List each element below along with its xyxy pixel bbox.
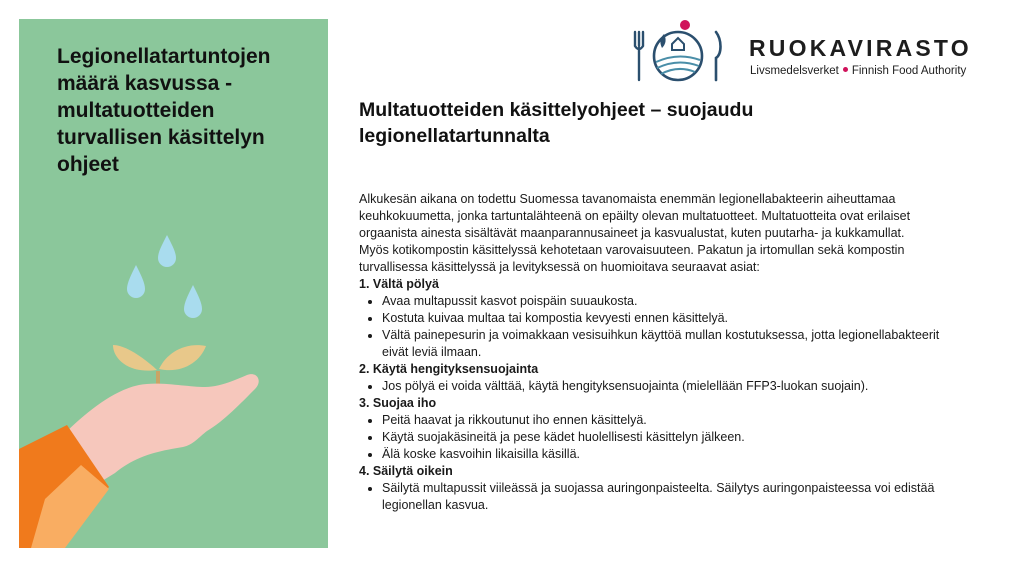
sprout-leaf-right-icon xyxy=(159,345,206,370)
hand-with-sprout-illustration xyxy=(19,19,328,548)
section-heading: 1. Vältä pölyä xyxy=(359,277,439,291)
list-item: • Avaa multapussit kasvot poispäin suuaukosta. xyxy=(382,293,959,310)
section-heading: 4. Säilytä oikein xyxy=(359,464,453,478)
section-list xyxy=(359,480,959,514)
list-item: • Vältä painepesurin ja voimakkaan vesisuihkun käyttöä mullan kostutuksessa, jotta legionellabakteerit eivät leviä ilmaan. xyxy=(382,327,959,361)
sprout-leaf-left-icon xyxy=(113,345,157,371)
section-heading: 2. Käytä hengityksensuojainta xyxy=(359,362,539,376)
list-item: • Jos pölyä ei voida välttää, käytä hengityksensuojainta (mielellään FFP3-luokan suojain). xyxy=(382,378,959,395)
intro-paragraph: Myös kotikompostin käsittelyssä kehotetaan varovaisuuteen. Pakatun ja irtomullan sekä kompostin turvallisessa käsittelyssä ja levityksessä on huomioitava seuraavat asiat: xyxy=(359,243,905,274)
list-item: • Älä koske kasvoihin likaisilla käsillä. xyxy=(382,446,959,463)
instructions-body xyxy=(359,191,959,514)
ruokavirasto-logo xyxy=(628,18,998,88)
list-item: • Säilytä multapussit viileässä ja suojassa auringonpaisteelta. Säilytys auringonpaisteessa voi edistää legionellan kasvua. xyxy=(382,480,959,514)
intro-paragraph: Alkukesän aikana on todettu Suomessa tavanomaista enemmän legionellabakteerin aiheuttamaa keuhkokuumetta, jonka tartuntalähteenä on epäilty olevan multatuotteet. Multatuotteita ovat erilaiset orgaanista ainesta sisältävät maanparannusaineet ja kasvualustat, kuten puutarha- ja kukkamullat. xyxy=(359,192,911,240)
water-drop-icon xyxy=(127,265,145,298)
brand-name: RUOKAVIRASTO xyxy=(749,35,972,61)
page-title: Multatuotteiden käsittelyohjeet – suojaudu legionellatartunnalta xyxy=(359,99,754,147)
list-item: • Peitä haavat ja rikkoutunut iho ennen käsittelyä. xyxy=(382,412,959,429)
list-item: • Kostuta kuivaa multaa tai kompostia kevyesti ennen käsittelyä. xyxy=(382,310,959,327)
list-item: • Käytä suojakäsineitä ja pese kädet huolellisesti käsittelyn jälkeen. xyxy=(382,429,959,446)
brand-subtitle-sv: Livsmedelsverket xyxy=(750,65,839,77)
water-drop-icon xyxy=(184,285,202,318)
brand-subtitle xyxy=(750,65,966,77)
brand-subtitle-en: Finnish Food Authority xyxy=(851,65,967,77)
left-panel xyxy=(19,19,328,548)
logo-emblem-icon xyxy=(628,18,728,86)
water-drop-icon xyxy=(158,235,176,267)
section-list xyxy=(359,412,959,463)
section-heading: 3. Suojaa iho xyxy=(359,396,437,410)
left-panel-title: Legionellatartuntojen määrä kasvussa - multatuotteiden turvallisen käsittelyn ohjeet xyxy=(57,45,271,176)
brand-dot-icon xyxy=(843,67,848,72)
section-list xyxy=(359,293,959,361)
section-list xyxy=(359,378,959,395)
